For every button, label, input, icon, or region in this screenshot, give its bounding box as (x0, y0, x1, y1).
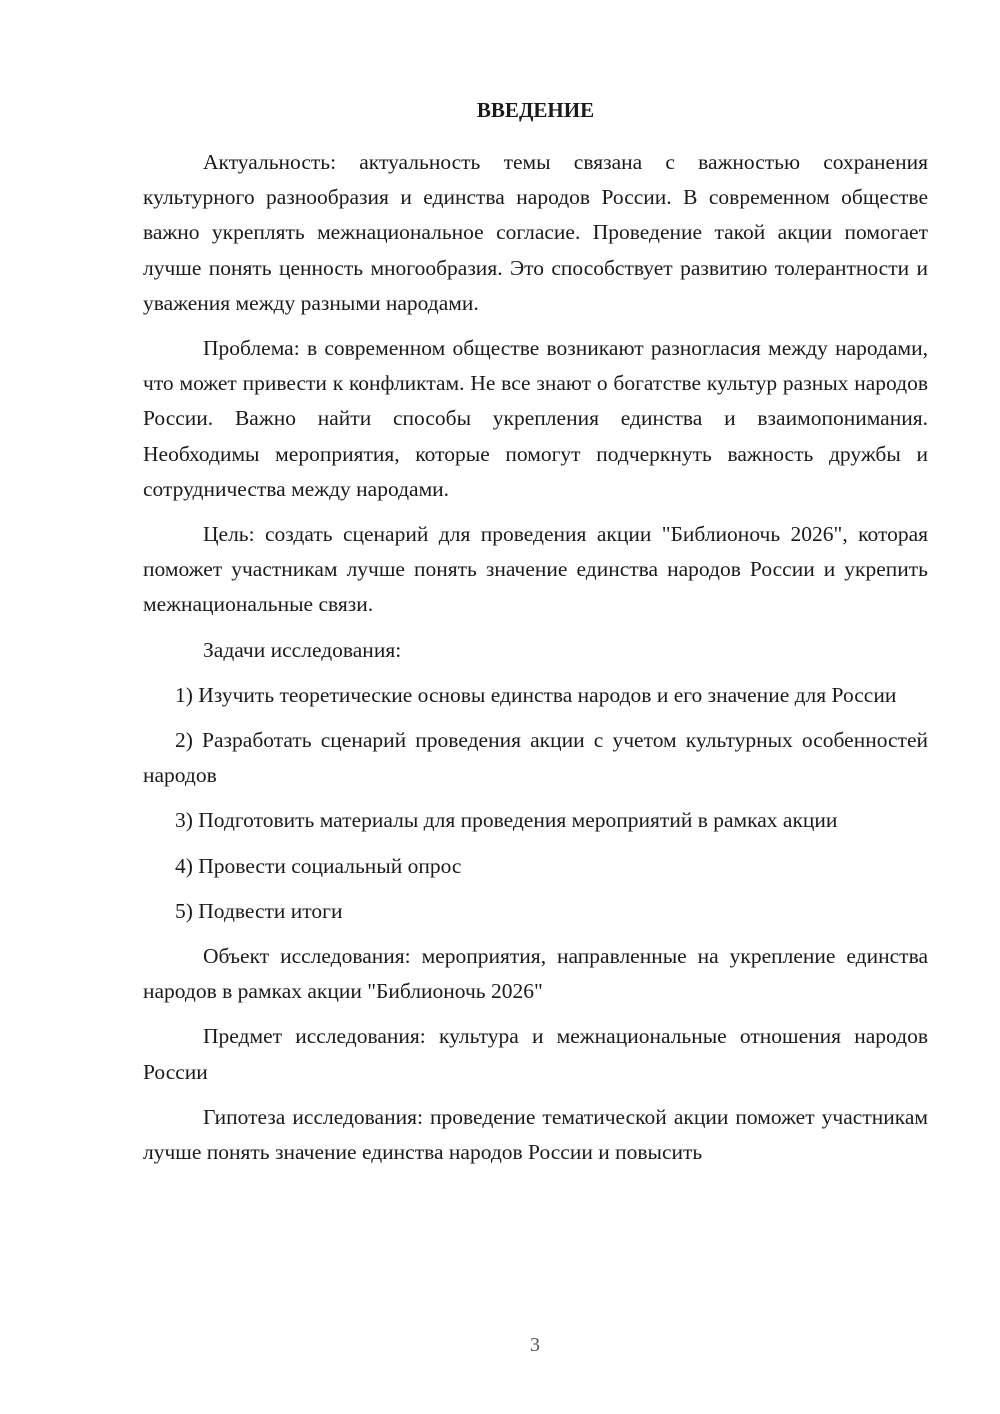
list-item: 4) Провести социальный опрос (175, 853, 462, 878)
paragraph-goal: Цель: создать сценарий для проведения акции "Библионочь 2026", которая поможет участникам лучше понять значение единства народов России и укрепить межнациональные связи. (143, 522, 928, 617)
paragraph-hypothesis: Гипотеза исследования: проведение тематической акции поможет участникам лучше понять значение единства народов России и повысить (143, 1104, 928, 1165)
paragraph-subject: Предмет исследования: культура и межнациональные отношения народов России (143, 1024, 928, 1084)
page-number: 3 (530, 1334, 540, 1356)
list-item: 3) Подготовить материалы для проведения мероприятий в рамках акции (175, 808, 838, 833)
list-item: 5) Подвести итоги (175, 898, 343, 923)
paragraph-relevance: Актуальность: актуальность темы связана с важностью сохранения культурного разнообразия и единства народов России. В современном обществе важно укреплять межнациональное согласие. Проведение такой акции помогает лучше понять ценность многообразия. Это способствует развитию толерантности и уважения между разными народами. (143, 150, 928, 315)
paragraph-tasks-heading: Задачи исследования: (203, 637, 402, 662)
paragraph-problem: Проблема: в современном обществе возникают разногласия между народами, что может привести к конфликтам. Не все знают о богатстве культур разных народов России. Важно найти способы укрепления единства и взаимопонимания. Необходимы мероприятия, которые помогут подчеркнуть важность дружбы и сотрудничества между народами. (143, 336, 928, 501)
document-page (143, 92, 928, 1180)
page-title: ВВЕДЕНИЕ (476, 98, 595, 122)
list-item: 2) Разработать сценарий проведения акции с учетом культурных особенностей народов (143, 728, 928, 788)
list-item: 1) Изучить теоретические основы единства народов и его значение для России (175, 682, 897, 707)
paragraph-object: Объект исследования: мероприятия, направленные на укрепление единства народов в рамках акции "Библионочь 2026" (143, 944, 928, 1004)
